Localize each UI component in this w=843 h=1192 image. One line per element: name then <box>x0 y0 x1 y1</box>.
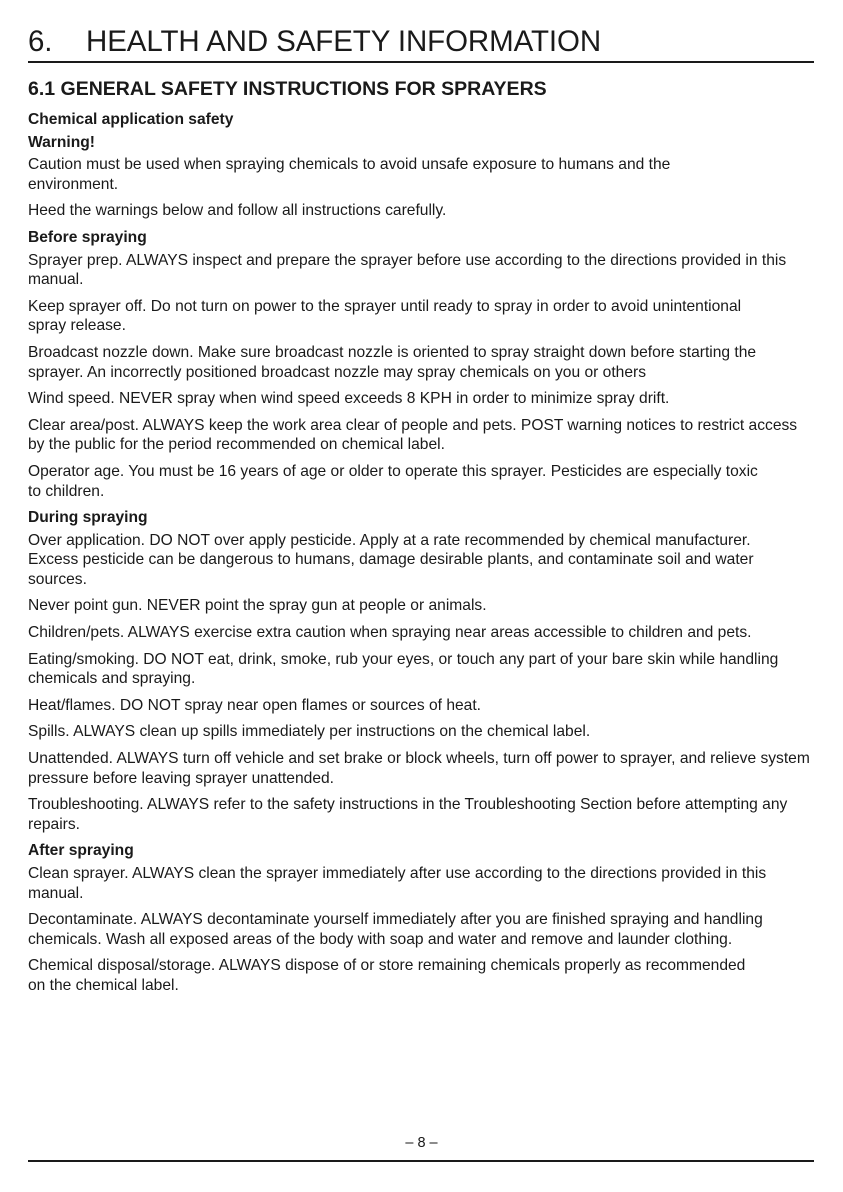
after-spraying-heading: After spraying <box>28 842 134 860</box>
warning-label: Warning! <box>28 133 95 151</box>
section-number: 6. <box>28 25 53 58</box>
subsection-title: 6.1 GENERAL SAFETY INSTRUCTIONS FOR SPRAYERS <box>28 78 547 100</box>
document-body <box>28 110 814 1003</box>
during-spraying-heading: During spraying <box>28 509 148 527</box>
paragraph: Clear area/post. ALWAYS keep the work area clear of people and pets. POST warning notices to restrict access by the public for the period recommended on chemical label. <box>28 416 798 454</box>
paragraph: Keep sprayer off. Do not turn on power to the sprayer until ready to spray in order to avoid unintentional spray release. <box>28 297 742 335</box>
before-spraying-heading: Before spraying <box>28 228 147 246</box>
paragraph: Caution must be used when spraying chemicals to avoid unsafe exposure to humans and the environment. <box>28 156 671 193</box>
header-divider <box>28 61 814 63</box>
footer-divider <box>28 1160 814 1162</box>
paragraph: Heat/flames. DO NOT spray near open flames or sources of heat. <box>28 696 481 714</box>
paragraph: Decontaminate. ALWAYS decontaminate yourself immediately after you are finished spraying and handling chemicals. Wash all exposed areas of the body with soap and water and remove and launder clothing. <box>28 911 763 948</box>
paragraph: Eating/smoking. DO NOT eat, drink, smoke, rub your eyes, or touch any part of your bare skin while handling chemicals and spraying. <box>28 650 779 688</box>
paragraph: Wind speed. NEVER spray when wind speed exceeds 8 KPH in order to minimize spray drift. <box>28 390 670 408</box>
paragraph: Clean sprayer. ALWAYS clean the sprayer immediately after use according to the directions provided in this manual. <box>28 865 767 902</box>
paragraph: Unattended. ALWAYS turn off vehicle and set brake or block wheels, turn off power to sprayer, and relieve system pressure before leaving sprayer unattended. <box>28 750 810 787</box>
paragraph: Broadcast nozzle down. Make sure broadcast nozzle is oriented to spray straight down before starting the sprayer. An incorrectly positioned broadcast nozzle may spray chemicals on you or others <box>28 343 757 381</box>
paragraph: Heed the warnings below and follow all instructions carefully. <box>28 202 447 220</box>
intro-heading: Chemical application safety <box>28 111 234 128</box>
paragraph: Sprayer prep. ALWAYS inspect and prepare the sprayer before use according to the directions provided in this manual. <box>28 251 787 289</box>
page-header <box>28 24 814 60</box>
paragraph: Troubleshooting. ALWAYS refer to the safety instructions in the Troubleshooting Section before attempting any repairs. <box>28 796 788 833</box>
paragraph: Never point gun. NEVER point the spray gun at people or animals. <box>28 597 487 615</box>
paragraph: Chemical disposal/storage. ALWAYS dispose of or store remaining chemicals properly as recommended on the chemical label. <box>28 957 746 994</box>
paragraph: Operator age. You must be 16 years of age or older to operate this sprayer. Pesticides are especially toxic to children. <box>28 462 758 500</box>
paragraph: Children/pets. ALWAYS exercise extra caution when spraying near areas accessible to children and pets. <box>28 624 752 642</box>
page-number: – 8 – <box>405 1135 438 1151</box>
section-title: HEALTH AND SAFETY INFORMATION <box>86 25 602 58</box>
paragraph: Over application. DO NOT over apply pesticide. Apply at a rate recommended by chemical manufacturer. Excess pesticide can be dangerous to humans, damage desirable plants, and contaminate soil and water sources. <box>28 531 754 588</box>
paragraph: Spills. ALWAYS clean up spills immediately per instructions on the chemical label. <box>28 723 591 741</box>
page-title <box>28 24 814 60</box>
